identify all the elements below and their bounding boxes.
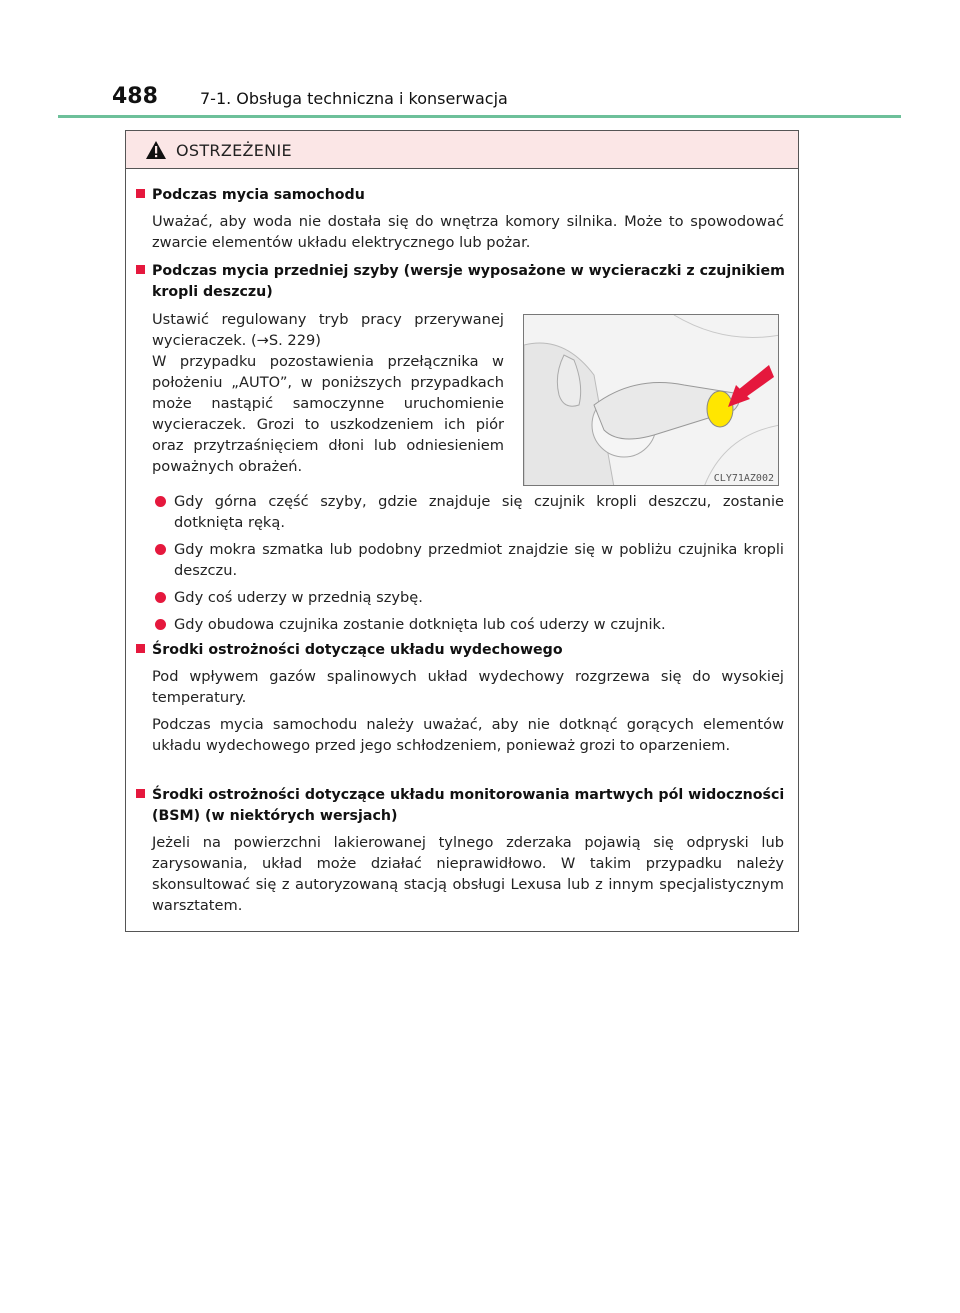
item-text-washing: Uważać, aby woda nie dostała się do wnętrza komory silnika. Może to spowodować zwarcie elementów układu elektrycznego lub pożar. <box>152 213 784 251</box>
bullet-item: Gdy mokra szmatka lub podobny przedmiot znajdzie się w pobliżu czujnika kropli deszczu. <box>152 539 784 581</box>
item-heading-exhaust: Środki ostrożności dotyczące układu wydechowego <box>136 640 563 661</box>
item-heading-bsm: Środki ostrożności dotyczące układu monitorowania martwych pól widoczności <box>136 785 784 806</box>
square-bullet-icon <box>136 644 145 653</box>
warning-box <box>125 130 799 932</box>
item-heading-windshield-line2: kropli deszczu) <box>152 284 273 300</box>
item-text-windshield-1: Ustawić regulowany tryb pracy przerywanej wycieraczek. (→S. 229) <box>152 311 504 349</box>
warning-triangle-icon <box>145 140 167 160</box>
page-header <box>112 84 902 114</box>
wiper-switch-illustration <box>524 315 779 486</box>
warning-title: OSTRZEŻENIE <box>176 141 292 160</box>
item-text-exhaust-1: Pod wpływem gazów spalinowych układ wydechowy rozgrzewa się do wysokiej temperatury. <box>152 668 784 706</box>
item-text-windshield-2: W przypadku pozostawienia przełącznika w położeniu „AUTO”, w poniższych przypadkach może nastąpić samoczynne uruchomienie wycieraczek. Grozi to uszkodzeniem ich piór oraz przytrzaśnięciem dłoni lub odniesieniem poważnych obrażeń. <box>152 353 504 475</box>
header-rule <box>58 115 901 118</box>
item-heading-washing: Podczas mycia samochodu <box>136 185 365 206</box>
item-text-bsm: Jeżeli na powierzchni lakierowanej tylnego zderzaka pojawią się odpryski lub zarysowania, układ może działać nieprawidłowo. W takim przypadku należy skonsultować się z autoryzowaną stacją obsługi Lexusa lub z innym specjalistycznym warsztatem. <box>152 834 784 914</box>
square-bullet-icon <box>136 189 145 198</box>
figure-code: CLY71AZ002 <box>713 473 774 484</box>
bullet-item: Gdy obudowa czujnika zostanie dotknięta lub coś uderzy w czujnik. <box>152 614 784 635</box>
bullet-dot-icon <box>155 544 166 555</box>
square-bullet-icon <box>136 789 145 798</box>
section-title: 7-1. Obsługa techniczna i konserwacja <box>200 89 508 108</box>
warning-header <box>126 131 798 169</box>
page-number: 488 <box>112 84 158 109</box>
bullet-dot-icon <box>155 496 166 507</box>
bullet-dot-icon <box>155 619 166 630</box>
bullet-item: Gdy górna część szyby, gdzie znajduje się czujnik kropli deszczu, zostanie dotknięta ręką. <box>152 491 784 533</box>
item-text-exhaust-2: Podczas mycia samochodu należy uważać, aby nie dotknąć gorących elementów układu wydechowego przed jego schłodzeniem, ponieważ grozi to oparzeniem. <box>152 716 784 754</box>
item-heading-bsm-line2: (BSM) (w niektórych wersjach) <box>152 808 398 824</box>
wiper-switch-figure <box>523 314 779 486</box>
item-heading-windshield: Podczas mycia przedniej szyby (wersje wyposażone w wycieraczki z czujnikiem <box>136 261 785 282</box>
square-bullet-icon <box>136 265 145 274</box>
bullet-dot-icon <box>155 592 166 603</box>
bullet-item: Gdy coś uderzy w przednią szybę. <box>152 587 784 608</box>
